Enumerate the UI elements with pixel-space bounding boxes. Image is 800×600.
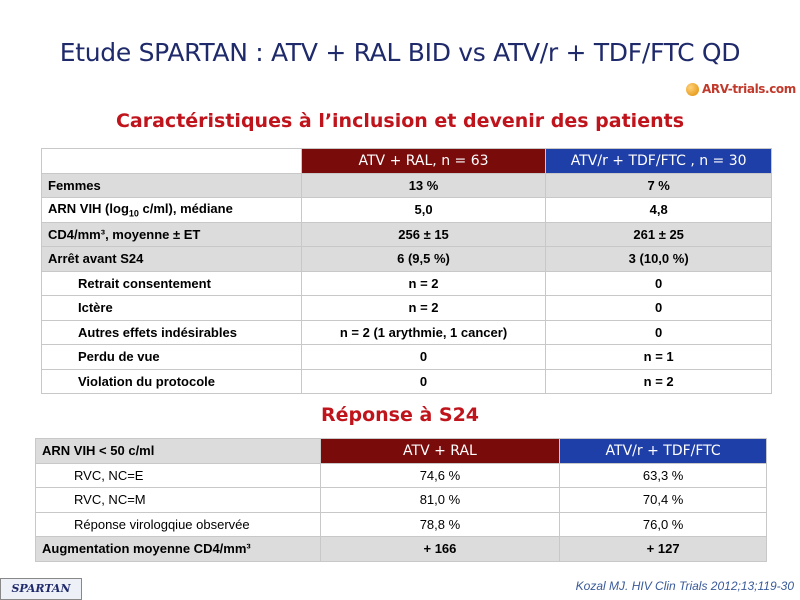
cell-atv-ral: 0: [301, 369, 546, 394]
section-heading-response: Réponse à S24: [320, 404, 480, 426]
study-badge: SPARTAN: [0, 578, 82, 600]
row-label: Retrait consentement: [42, 271, 302, 296]
citation: Kozal MJ. HIV Clin Trials 2012;13;119-30: [575, 579, 794, 593]
cell-atv-ral: 78,8 %: [320, 512, 560, 537]
arv-trials-logo: [686, 79, 796, 101]
logo-text: ARV-trials.com: [702, 82, 796, 96]
table-row: [36, 512, 767, 537]
row-label: CD4/mm³, moyenne ± ET: [42, 222, 302, 247]
cell-atvr-tdf-ftc: 70,4 %: [560, 488, 767, 513]
cell-atv-ral: n = 2: [301, 296, 546, 321]
row-label-post: c/ml), médiane: [138, 200, 233, 216]
row-label: Arrêt avant S24: [42, 247, 302, 272]
table-header-row: [42, 149, 772, 174]
cell-atv-ral: n = 2 (1 arythmie, 1 cancer): [301, 320, 546, 345]
table-row: [36, 488, 767, 513]
row-label: Ictère: [42, 296, 302, 321]
cell-atv-ral: 256 ± 15: [301, 222, 546, 247]
row-label: RVC, NC=E: [36, 463, 321, 488]
cell-atvr-tdf-ftc: 0: [546, 320, 772, 345]
row-label: Perdu de vue: [42, 345, 302, 370]
cell-atv-ral: 81,0 %: [320, 488, 560, 513]
row-label: Violation du protocole: [42, 369, 302, 394]
cell-atvr-tdf-ftc: 261 ± 25: [546, 222, 772, 247]
column-header-atvr-tdf-ftc: ATV/r + TDF/FTC: [560, 439, 767, 464]
cell-atvr-tdf-ftc: 3 (10,0 %): [546, 247, 772, 272]
table-row: [42, 320, 772, 345]
table-row: [42, 222, 772, 247]
row-label: Autres effets indésirables: [42, 320, 302, 345]
row-label: Augmentation moyenne CD4/mm³: [36, 537, 321, 562]
table-row: [42, 247, 772, 272]
row-label-subscript: 10: [128, 208, 139, 219]
cell-atvr-tdf-ftc: n = 2: [546, 369, 772, 394]
table-row: [42, 173, 772, 198]
response-table: [35, 438, 767, 562]
cell-atv-ral: + 166: [320, 537, 560, 562]
row-label: Femmes: [42, 173, 302, 198]
table-row: [36, 537, 767, 562]
column-header-atvr-tdf-ftc: ATV/r + TDF/FTC , n = 30: [546, 149, 772, 174]
row-label: [42, 198, 302, 223]
cell-atvr-tdf-ftc: + 127: [560, 537, 767, 562]
cell-atv-ral: 5,0: [301, 198, 546, 223]
column-header-atv-ral: ATV + RAL, n = 63: [301, 149, 546, 174]
table-row: [42, 198, 772, 223]
table-row: [42, 345, 772, 370]
baseline-table: [41, 148, 772, 394]
cell-atvr-tdf-ftc: 4,8: [546, 198, 772, 223]
table-row: [42, 296, 772, 321]
cell-atv-ral: 6 (9,5 %): [301, 247, 546, 272]
cell-atv-ral: 74,6 %: [320, 463, 560, 488]
row-label-pre: ARN VIH (log: [48, 200, 129, 216]
cell-atv-ral: 0: [301, 345, 546, 370]
header-corner: ARN VIH < 50 c/ml: [36, 439, 321, 464]
table-row: [42, 369, 772, 394]
logo-icon: [686, 83, 699, 96]
cell-atv-ral: 13 %: [301, 173, 546, 198]
cell-atvr-tdf-ftc: n = 1: [546, 345, 772, 370]
cell-atvr-tdf-ftc: 0: [546, 271, 772, 296]
row-label: RVC, NC=M: [36, 488, 321, 513]
cell-atvr-tdf-ftc: 7 %: [546, 173, 772, 198]
column-header-atv-ral: ATV + RAL: [320, 439, 560, 464]
header-corner: [42, 149, 302, 174]
slide-title: Etude SPARTAN : ATV + RAL BID vs ATV/r + TDF/FTC QD: [59, 38, 741, 67]
cell-atvr-tdf-ftc: 76,0 %: [560, 512, 767, 537]
table-row: [36, 463, 767, 488]
cell-atvr-tdf-ftc: 0: [546, 296, 772, 321]
cell-atvr-tdf-ftc: 63,3 %: [560, 463, 767, 488]
section-heading-baseline: Caractéristiques à l’inclusion et devenir des patients: [115, 110, 685, 132]
row-label: Réponse virologqiue observée: [36, 512, 321, 537]
table-header-row: [36, 439, 767, 464]
cell-atv-ral: n = 2: [301, 271, 546, 296]
table-row: [42, 271, 772, 296]
